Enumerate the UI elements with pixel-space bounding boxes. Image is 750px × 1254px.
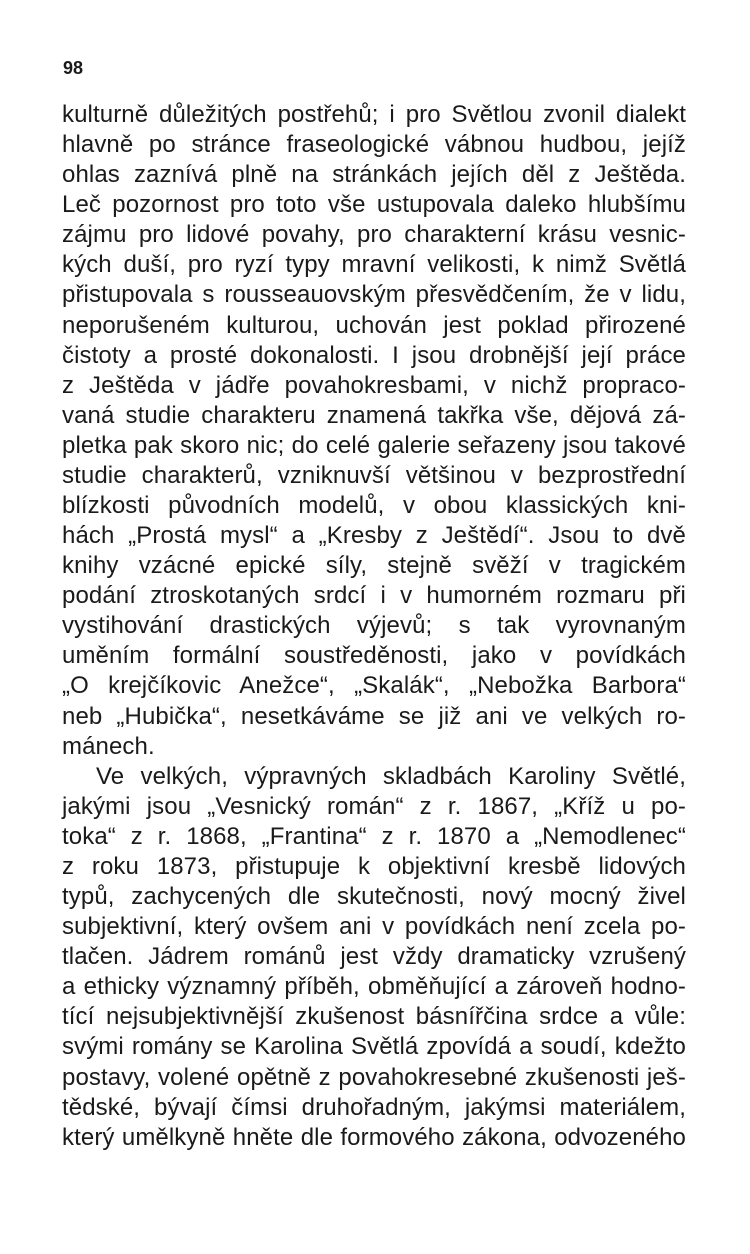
text-line: studie charakterů, vzniknuvší většinou v bezprostřední: [62, 461, 686, 489]
text-line: Leč pozornost pro toto vše ustupovala daleko hlubšímu: [62, 191, 686, 219]
text-line: který umělkyně hněte dle formového zákona, odvozeného: [62, 1123, 686, 1151]
text-line: mánech.: [62, 732, 155, 760]
text-line: neb „Hubička“, nesetkáváme se již ani ve velkých ro-: [62, 702, 686, 730]
text-line: toka“ z r. 1868, „Frantina“ z r. 1870 a „Nemodlenec“: [62, 822, 686, 850]
text-line: čistoty a prosté dokonalosti. I jsou drobnější její práce: [62, 341, 686, 369]
page-number: 98: [63, 58, 84, 78]
text-line: hlavně po stránce fraseologické vábnou hudbou, jejíž: [62, 131, 686, 159]
text-line: knihy vzácné epické síly, stejně svěží v tragickém: [62, 552, 686, 580]
text-line: neporušeném kulturou, uchován jest poklad přirozené: [62, 311, 686, 339]
text-line: zájmu pro lidové povahy, pro charakterní krásu vesnic-: [62, 221, 686, 249]
text-line: vaná studie charakteru znamená takřka vše, dějová zá-: [62, 401, 686, 429]
text-line: svými romány se Karolina Světlá zpovídá a soudí, kdežto: [62, 1033, 686, 1061]
text-line: pletka pak skoro nic; do celé galerie seřazeny jsou takové: [62, 431, 686, 459]
text-line: z roku 1873, přistupuje k objektivní kresbě lidových: [62, 852, 686, 880]
text-line: blízkosti původních modelů, v obou klassických kni-: [62, 492, 686, 520]
text-line: postavy, volené opětně z povahokresebné zkušenosti ješ-: [62, 1063, 686, 1091]
text-line: z Ještěda v jádře povahokresbami, v nichž propraco-: [62, 371, 686, 399]
text-line: jakými jsou „Vesnický román“ z r. 1867, „Kříž u po-: [62, 792, 686, 820]
text-line: vystihování drastických výjevů; s tak vyrovnaným: [62, 612, 686, 640]
body-text: [62, 100, 686, 1153]
text-line: typů, zachycených dle skutečnosti, nový mocný živel: [62, 883, 686, 911]
text-line: tědské, bývají čímsi druhořadným, jakýmsi materiálem,: [62, 1093, 686, 1121]
text-line: podání ztroskotaných srdcí i v humorném rozmaru při: [62, 582, 686, 610]
text-line: „O krejčíkovic Anežce“, „Skalák“, „Nebožka Barbora“: [62, 672, 686, 700]
text-line: přistupovala s rousseauovským přesvědčením, že v lidu,: [62, 281, 686, 309]
text-line: kulturně důležitých postřehů; i pro Světlou zvonil dialekt: [62, 101, 686, 128]
text-line: a ethicky významný příběh, obměňující a zároveň hodno-: [62, 973, 686, 1001]
text-line: kých duší, pro ryzí typy mravní velikosti, k nimž Světlá: [62, 251, 686, 279]
text-line: uměním formální soustředěnosti, jako v povídkách: [62, 642, 686, 670]
text-line: tící nejsubjektivnější zkušenost básnířčina srdce a vůle:: [62, 1003, 686, 1031]
paragraph-first-line: Ve velkých, výpravných skladbách Karoliny Světlé,: [96, 762, 686, 790]
text-line: hách „Prostá mysl“ a „Kresby z Ještědí“. Jsou to dvě: [62, 522, 686, 550]
text-line: subjektivní, který ovšem ani v povídkách není zcela po-: [62, 913, 686, 941]
text-line: ohlas zaznívá plně na stránkách jejích děl z Ještěda.: [62, 161, 686, 189]
text-line: tlačen. Jádrem románů jest vždy dramaticky vzrušený: [62, 943, 686, 971]
